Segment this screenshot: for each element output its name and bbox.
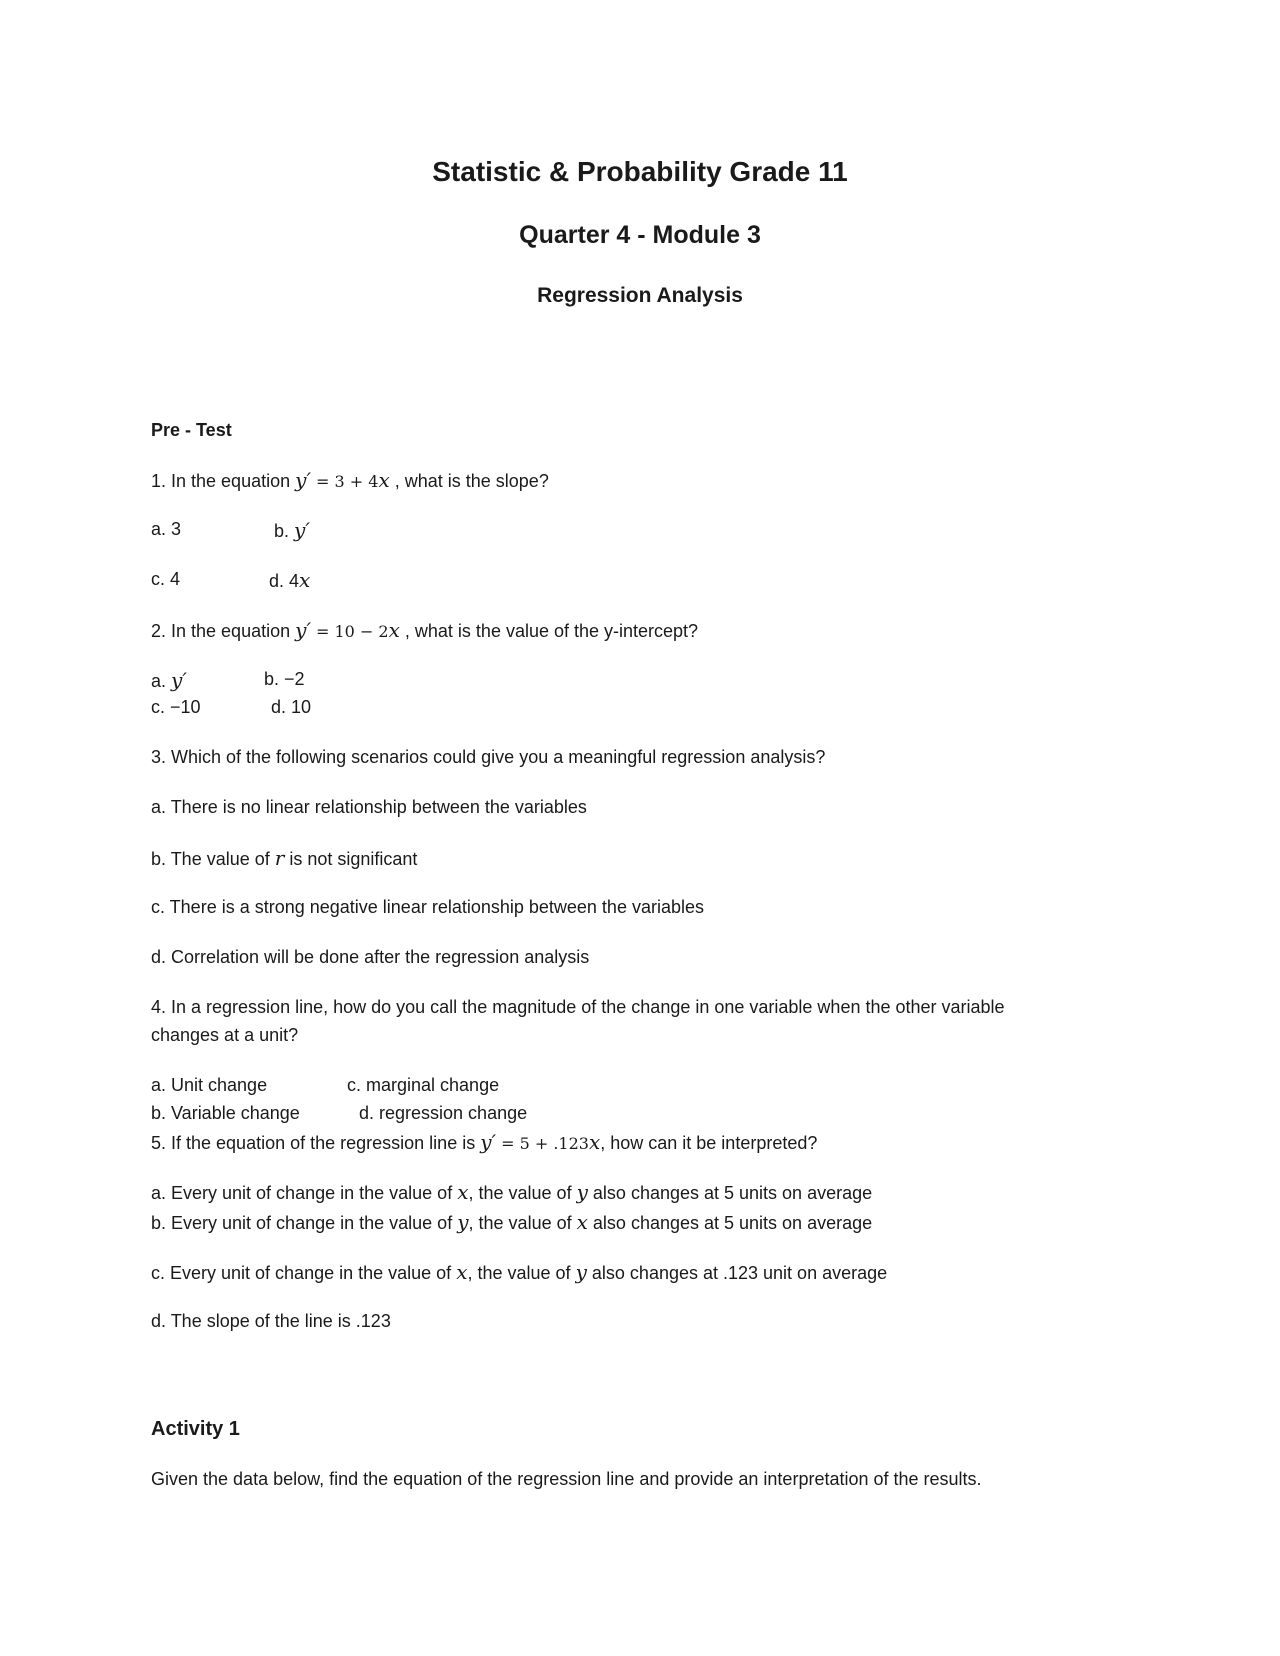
- q3-option-c: c. There is a strong negative linear relationship between the variables: [151, 897, 704, 917]
- q5-suffix: , how can it be interpreted?: [600, 1133, 818, 1153]
- q1-suffix: , what is the slope?: [394, 471, 549, 491]
- q1-var: x: [378, 468, 390, 492]
- q4-option-d: d. regression change: [359, 1103, 528, 1123]
- question-4-line-1: 4. In a regression line, how do you call the magnitude of the change in one variable when the other variable: [151, 997, 1005, 1017]
- q3-option-b-prefix: b. The value of: [151, 849, 270, 869]
- q1-rhs: = 3 + 4: [316, 472, 379, 491]
- q2-option-a-math: y′: [171, 668, 187, 692]
- q4-option-a: a. Unit change: [151, 1075, 268, 1095]
- q1-option-b-label: b.: [274, 521, 290, 541]
- q2-rhs: = 10 − 2: [316, 622, 389, 641]
- q1-option-d-label: d. 4: [269, 571, 300, 591]
- q1-option-c: c. 4: [151, 569, 181, 589]
- activity-instructions: Given the data below, find the equation of the regression line and provide an interpretation of the results.: [151, 1469, 982, 1489]
- topic-heading: Regression Analysis: [537, 284, 743, 307]
- q2-option-b: b. −2: [264, 669, 305, 689]
- q5-option-b: [151, 1212, 872, 1232]
- question-2: [151, 620, 698, 640]
- q5-option-c: [151, 1262, 887, 1282]
- q1-option-b: [274, 520, 310, 540]
- q5-b-text-1: b. Every unit of change in the value of: [151, 1213, 453, 1233]
- q4-option-c: c. marginal change: [347, 1075, 500, 1095]
- q5-c-text-3: also changes at .123 unit on average: [591, 1263, 888, 1283]
- q5-prefix: 5. If the equation of the regression line is: [151, 1133, 476, 1153]
- q5-a-text-3: also changes at 5 units on average: [592, 1183, 873, 1203]
- q2-option-a: [151, 670, 187, 690]
- q5-c-var-1: x: [456, 1260, 468, 1284]
- q4-option-b: b. Variable change: [151, 1103, 300, 1123]
- q2-var: x: [388, 618, 400, 642]
- question-3: 3. Which of the following scenarios could give you a meaningful regression analysis?: [151, 747, 826, 767]
- q5-c-var-2: y: [575, 1260, 587, 1284]
- q3-option-b-suffix: is not significant: [289, 849, 418, 869]
- page-title: Statistic & Probability Grade 11: [432, 156, 848, 187]
- q5-b-var-2: x: [576, 1210, 588, 1234]
- q3-option-d: d. Correlation will be done after the regression analysis: [151, 947, 590, 967]
- pretest-heading: Pre - Test: [151, 420, 232, 440]
- question-1: [151, 470, 549, 490]
- q1-option-d: [269, 570, 310, 590]
- question-4-line-2: changes at a unit?: [151, 1025, 299, 1045]
- q5-option-d: d. The slope of the line is .123: [151, 1311, 391, 1331]
- q2-option-a-label: a.: [151, 671, 167, 691]
- q2-suffix: , what is the value of the y-intercept?: [404, 621, 699, 641]
- q3-option-b: [151, 848, 417, 868]
- q1-lhs: y′: [295, 468, 311, 492]
- q3-option-b-var: r: [274, 846, 285, 870]
- q5-b-text-2: , the value of: [468, 1213, 572, 1233]
- q1-option-d-var: x: [299, 568, 311, 592]
- q5-rhs: = 5 + .123: [501, 1134, 589, 1153]
- module-subtitle: Quarter 4 - Module 3: [519, 221, 761, 249]
- q5-a-var-1: x: [457, 1180, 469, 1204]
- q2-prefix: 2. In the equation: [151, 621, 291, 641]
- q2-option-d: d. 10: [271, 697, 312, 717]
- q5-a-var-2: y: [576, 1180, 588, 1204]
- question-5: [151, 1132, 817, 1152]
- q5-a-text-1: a. Every unit of change in the value of: [151, 1183, 453, 1203]
- activity-heading: Activity 1: [151, 1418, 240, 1440]
- q3-option-a: a. There is no linear relationship between the variables: [151, 797, 587, 817]
- q5-c-text-2: , the value of: [467, 1263, 571, 1283]
- q5-var: x: [588, 1130, 601, 1154]
- q5-b-text-3: also changes at 5 units on average: [592, 1213, 873, 1233]
- q5-option-a: [151, 1182, 872, 1202]
- q5-b-var-1: y: [457, 1210, 469, 1234]
- q5-a-text-2: , the value of: [468, 1183, 572, 1203]
- q2-lhs: y′: [295, 618, 311, 642]
- q5-c-text-1: c. Every unit of change in the value of: [151, 1263, 452, 1283]
- q5-lhs: y′: [480, 1130, 497, 1154]
- q1-option-a: a. 3: [151, 519, 182, 539]
- q1-option-b-math: y′: [294, 518, 310, 542]
- q1-prefix: 1. In the equation: [151, 471, 291, 491]
- q2-option-c: c. −10: [151, 697, 201, 717]
